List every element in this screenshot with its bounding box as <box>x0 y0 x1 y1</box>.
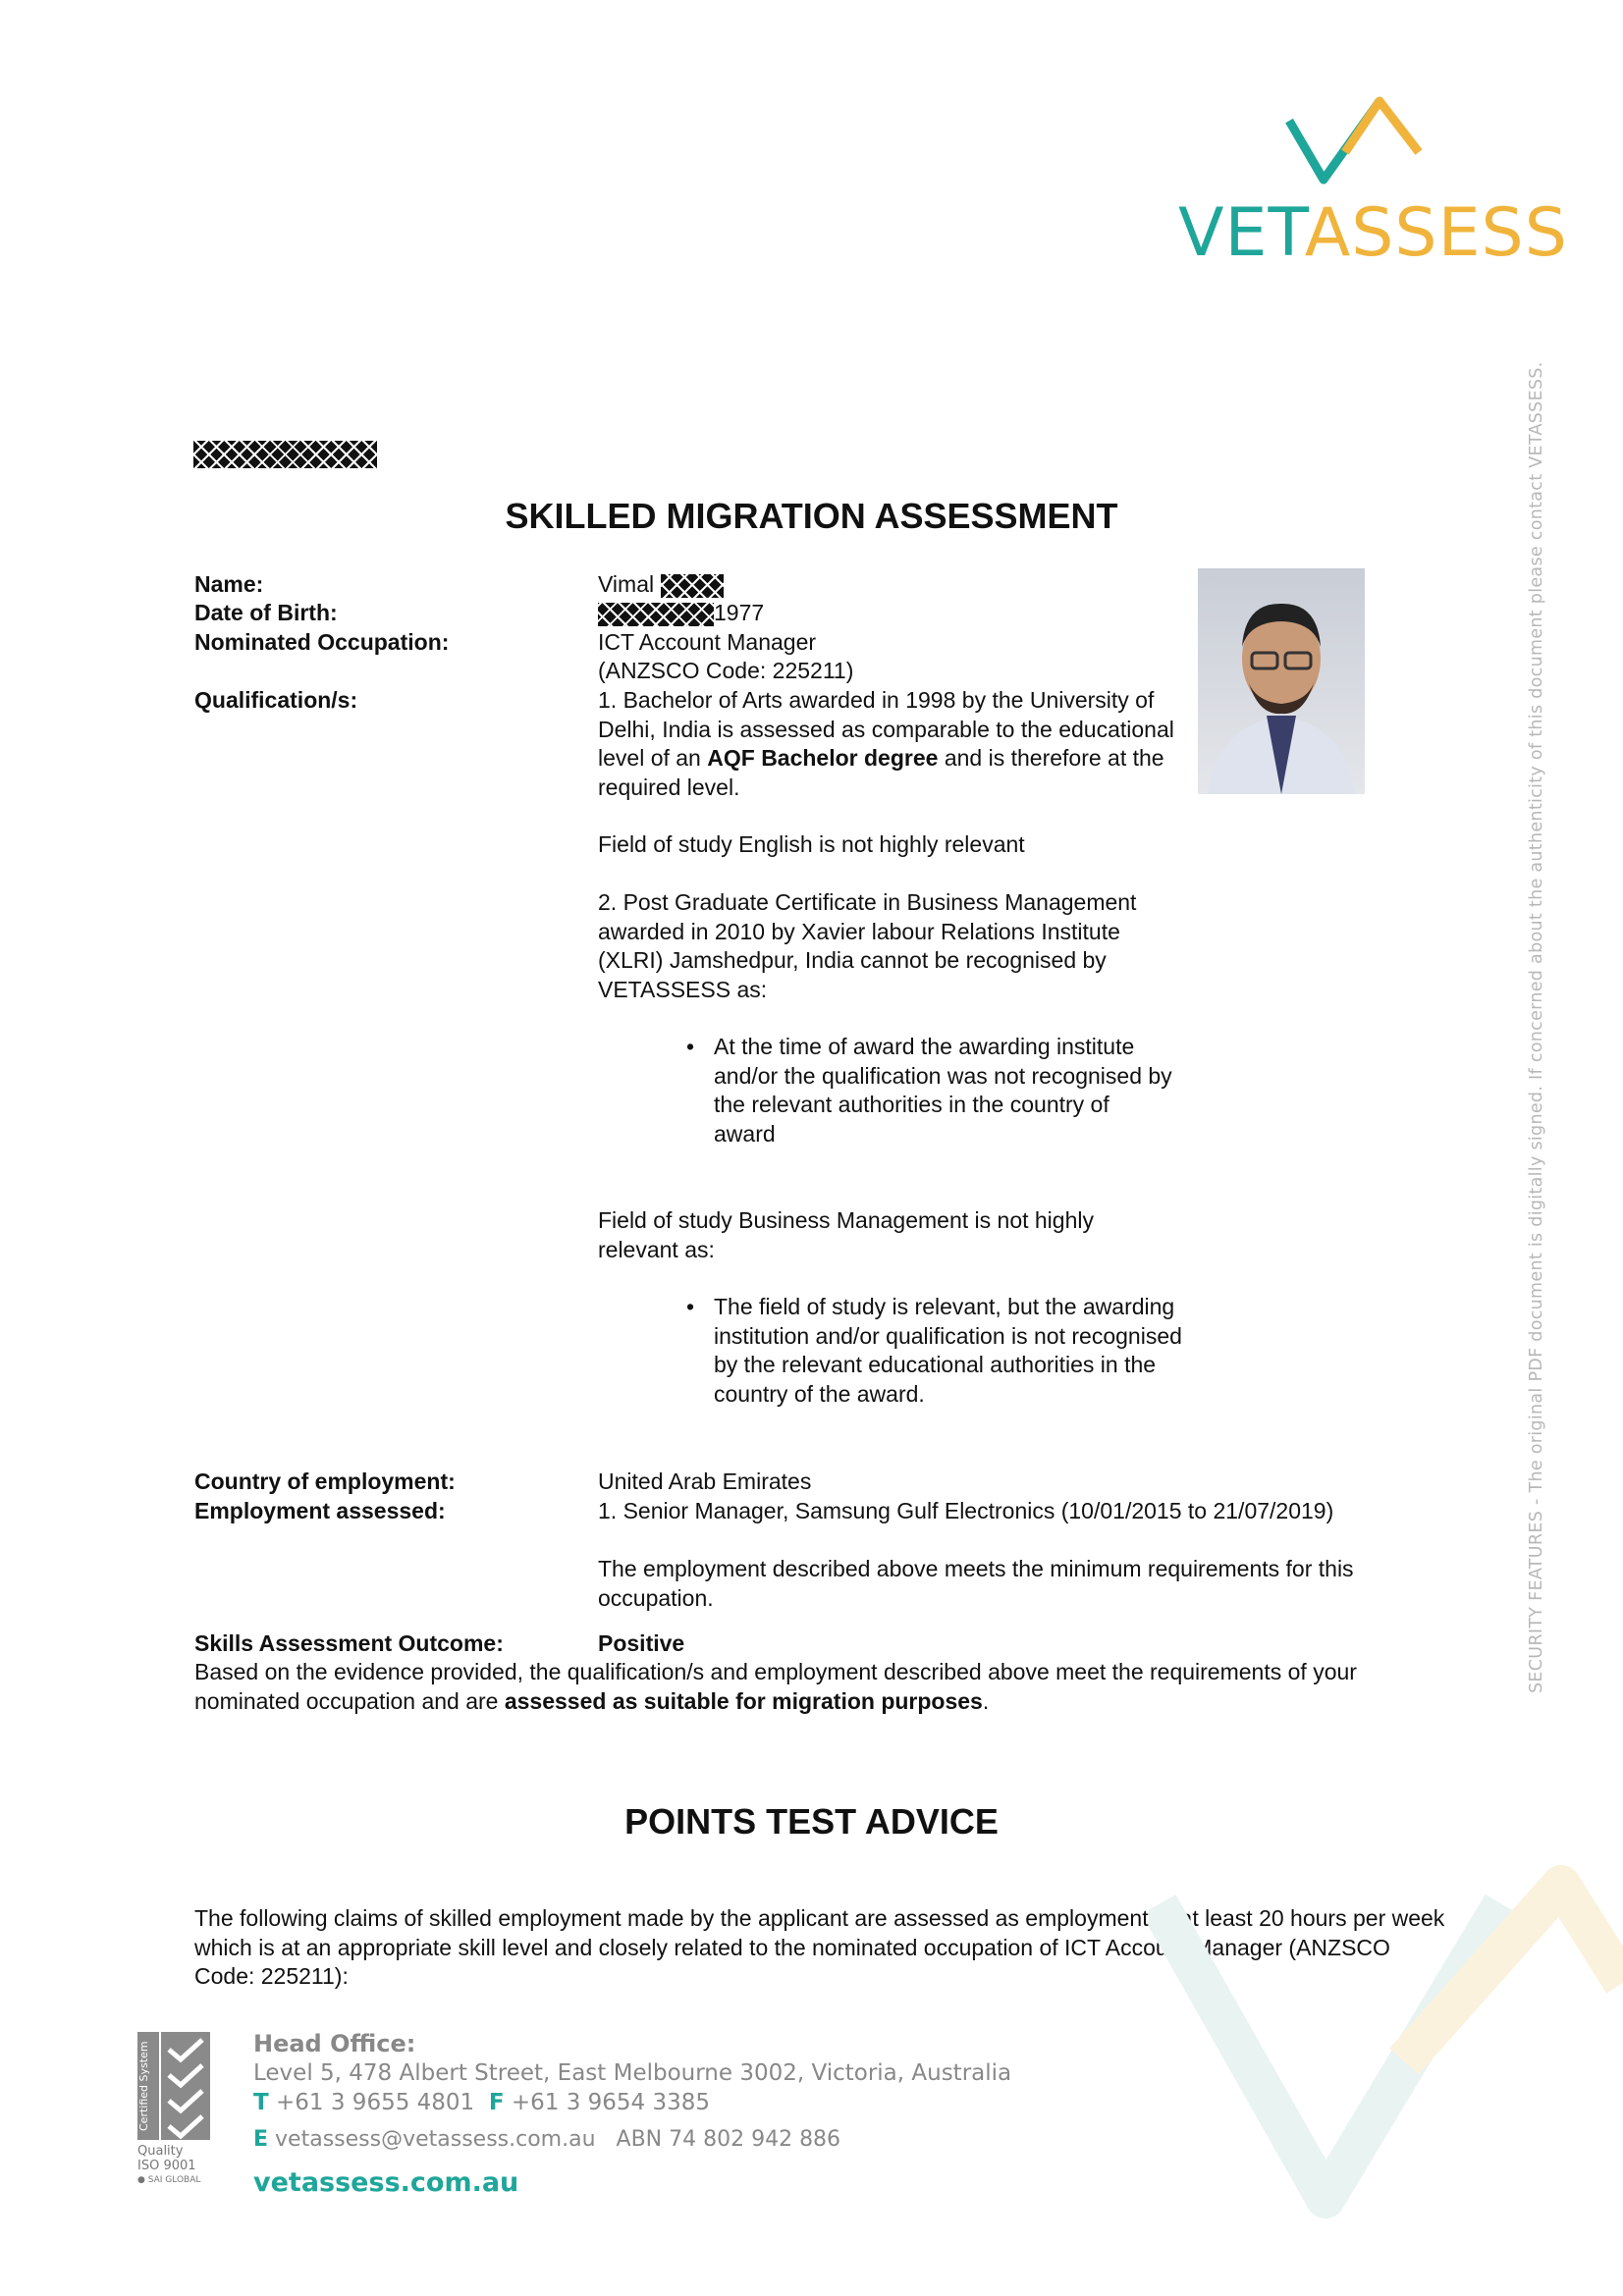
outcome-label: Skills Assessment Outcome: <box>194 1630 504 1656</box>
country-label: Country of employment: <box>194 1468 456 1494</box>
logo-word-vet: VET <box>1178 194 1305 272</box>
qualification-1-text-end: and is therefore at the required level. <box>598 745 1164 800</box>
name-value-row <box>598 570 724 600</box>
vetassess-logo <box>1178 93 1568 275</box>
page-title: SKILLED MIGRATION ASSESSMENT <box>505 496 1118 536</box>
tel-prefix: T <box>253 2090 269 2115</box>
email-prefix: E <box>253 2127 269 2152</box>
cert-iso: ISO 9001 <box>137 2159 196 2173</box>
outcome-text-start: Based on the evidence provided, the qualification/s and employment described above meet the requirements of your nominated occupation and are <box>194 1659 1357 1714</box>
security-notice: SECURITY FEATURES - The original PDF document is digitally signed. If concerned about the authenticity of this document please contact VETASSESS. <box>1527 361 1546 1693</box>
cert-system-text: Certified System <box>137 2041 150 2131</box>
redaction-block <box>661 574 724 598</box>
outcome-text-end: . <box>982 1687 990 1714</box>
outcome-verdict: assessed as suitable for migration purposes <box>504 1687 983 1714</box>
employment-value: 1. Senior Manager, Samsung Gulf Electronics (10/01/2015 to 21/07/2019) <box>598 1498 1334 1523</box>
list-item: • At the time of award the awarding institute and/or the qualification was not recognised by the relevant authorities in the country of award <box>714 1033 1175 1148</box>
person-icon <box>1198 568 1365 794</box>
qualification-label: Qualification/s: <box>194 687 358 713</box>
cert-body-text: SAI GLOBAL <box>147 2175 201 2185</box>
qualification-2-field: Field of study Business Management is not highly relevant as: <box>598 1207 1094 1262</box>
watermark-chevron-icon <box>1149 1865 1623 2258</box>
occupation-code: (ANZSCO Code: 225211) <box>598 658 854 683</box>
contact-email-row <box>253 2127 840 2152</box>
outcome-text <box>194 1658 1432 1716</box>
dob-value: 1977 <box>714 600 765 625</box>
abn: ABN 74 802 942 886 <box>616 2127 841 2152</box>
applicant-photo <box>1198 568 1365 794</box>
country-value: United Arab Emirates <box>598 1468 812 1494</box>
head-office-address: Level 5, 478 Albert Street, East Melbourne 3002, Victoria, Australia <box>253 2060 1012 2086</box>
occupation-value: ICT Account Manager <box>598 629 817 655</box>
name-value: Vimal <box>598 571 655 597</box>
head-office-label: Head Office: <box>253 2030 416 2057</box>
qualification-2-reasons <box>714 1033 1175 1148</box>
certification-badge <box>137 2032 216 2199</box>
checkmark-icon <box>161 2032 210 2140</box>
fax-number: +61 3 9654 3385 <box>511 2090 711 2115</box>
points-heading: POINTS TEST ADVICE <box>624 1801 999 1842</box>
name-label: Name: <box>194 571 264 597</box>
points-paragraph: The following claims of skilled employment made by the applicant are assessed as employment of at least 20 hours per week which is at an appropriate skill level and closely related to the nominated occupation of ICT Account Manager (ANZSCO Code: 225211): <box>194 1905 1445 1989</box>
employment-meets: The employment described above meets the minimum requirements for this occupation. <box>598 1556 1354 1611</box>
email-address[interactable]: vetassess@vetassess.com.au <box>275 2127 596 2152</box>
certified-system-tag <box>137 2032 159 2140</box>
logo-chevron-icon <box>1178 93 1542 201</box>
redaction-block <box>193 441 377 468</box>
dob-value-row <box>598 599 764 628</box>
logo-word-assess: ASSESS <box>1304 194 1568 272</box>
qualification-2: 2. Post Graduate Certificate in Business Management awarded in 2010 by Xavier labour Relations Institute (XLRI) Jamshedpur, India cannot be recognised by VETASSESS as: <box>598 889 1137 1002</box>
redaction-block <box>598 603 714 626</box>
qualification-1 <box>598 686 1187 802</box>
website-link[interactable]: vetassess.com.au <box>253 2167 519 2198</box>
qualification-1-text: 1. Bachelor of Arts awarded in 1998 by the University of Delhi, India is assessed as comparable to the educational level of an <box>598 687 1174 771</box>
fax-prefix: F <box>488 2090 505 2115</box>
dob-label: Date of Birth: <box>194 600 338 625</box>
qualification-1-field: Field of study English is not highly relevant <box>598 831 1025 857</box>
contact-phone-row <box>253 2090 710 2115</box>
cert-body: ● SAI GLOBAL <box>137 2175 201 2185</box>
qualification-2-field-reasons <box>714 1293 1205 1409</box>
occupation-label: Nominated Occupation: <box>194 629 450 655</box>
outcome-value: Positive <box>598 1630 685 1656</box>
list-item: • The field of study is relevant, but the awarding institution and/or qualification is not recognised by the relevant educational authorities in the country of the award. <box>714 1293 1205 1409</box>
aqf-level: AQF Bachelor degree <box>707 745 939 771</box>
cert-quality: Quality <box>137 2144 184 2159</box>
tel-number: +61 3 9655 4801 <box>276 2090 475 2115</box>
employment-label: Employment assessed: <box>194 1498 446 1523</box>
